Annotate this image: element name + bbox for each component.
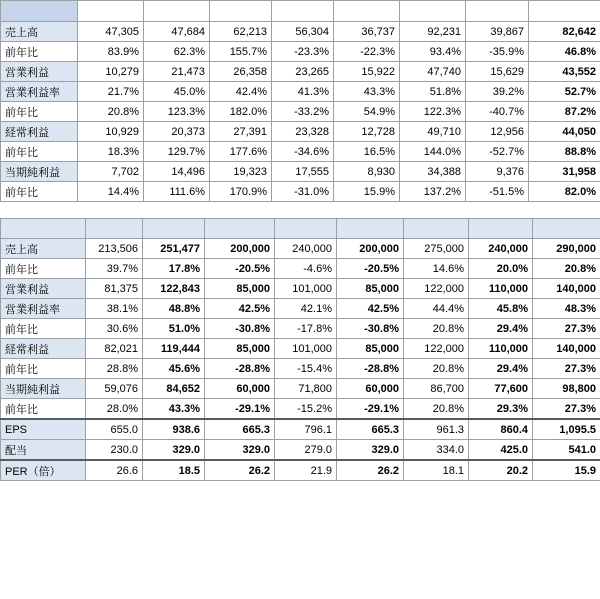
table2-cell-r10-c3: 279.0 <box>275 440 337 461</box>
table2-cell-r6-c6: 29.4% <box>469 359 533 379</box>
table2-cell-r6-c7: 27.3% <box>533 359 600 379</box>
table2-cell-r8-c1: 43.3% <box>143 399 205 420</box>
table1-cell-r3-c7: 52.7% <box>529 82 600 102</box>
table1-cell-r2-c6: 15,629 <box>466 62 529 82</box>
table1-row-label: 前年比 <box>1 182 78 202</box>
table-row <box>1 102 600 122</box>
table-row <box>1 162 600 182</box>
table1-cell-r1-c7: 46.8% <box>529 42 600 62</box>
table1-col-3 <box>272 1 334 22</box>
table2-cell-r7-c7: 98,800 <box>533 379 600 399</box>
table-row <box>1 460 600 481</box>
table2-cell-r8-c0: 28.0% <box>86 399 143 420</box>
table2-cell-r7-c1: 84,652 <box>143 379 205 399</box>
table2-row-label: 当期純利益 <box>1 379 86 399</box>
table2-cell-r0-c2: 200,000 <box>205 239 275 259</box>
table2-cell-r0-c7: 290,000 <box>533 239 600 259</box>
table2-row-label: 前年比 <box>1 399 86 420</box>
table1-body <box>1 22 600 202</box>
table2-col-0 <box>86 219 143 239</box>
table1-cell-r6-c2: 177.6% <box>210 142 272 162</box>
table2-cell-r4-c7: 27.3% <box>533 319 600 339</box>
table2-cell-r1-c0: 39.7% <box>86 259 143 279</box>
table2-row-label: 配当 <box>1 440 86 461</box>
table2-cell-r3-c5: 44.4% <box>404 299 469 319</box>
table1-cell-r1-c2: 155.7% <box>210 42 272 62</box>
table1-cell-r0-c6: 39,867 <box>466 22 529 42</box>
table1-cell-r7-c7: 31,958 <box>529 162 600 182</box>
table2-cell-r0-c3: 240,000 <box>275 239 337 259</box>
table2-cell-r6-c1: 45.6% <box>143 359 205 379</box>
table1-cell-r3-c0: 21.7% <box>78 82 144 102</box>
table2-cell-r6-c2: -28.8% <box>205 359 275 379</box>
table1-cell-r0-c4: 36,737 <box>334 22 400 42</box>
table1-cell-r7-c3: 17,555 <box>272 162 334 182</box>
table-row <box>1 399 600 420</box>
table2-cell-r2-c4: 85,000 <box>337 279 404 299</box>
table1-cell-r6-c6: -52.7% <box>466 142 529 162</box>
table2-cell-r4-c0: 30.6% <box>86 319 143 339</box>
table-row <box>1 440 600 461</box>
table2-col-6 <box>469 219 533 239</box>
table1-cell-r3-c5: 51.8% <box>400 82 466 102</box>
table2-cell-r6-c3: -15.4% <box>275 359 337 379</box>
table1-cell-r8-c5: 137.2% <box>400 182 466 202</box>
table1-cell-r4-c4: 54.9% <box>334 102 400 122</box>
table2-cell-r1-c3: -4.6% <box>275 259 337 279</box>
table2-col-1 <box>143 219 205 239</box>
table1-corner-cell <box>1 1 78 22</box>
table1-row-label: 前年比 <box>1 142 78 162</box>
table2-cell-r6-c5: 20.8% <box>404 359 469 379</box>
table-row <box>1 42 600 62</box>
table1-cell-r2-c0: 10,279 <box>78 62 144 82</box>
table2-cell-r6-c4: -28.8% <box>337 359 404 379</box>
table2-col-2 <box>205 219 275 239</box>
table2-cell-r3-c2: 42.5% <box>205 299 275 319</box>
quarterly-results-table <box>0 0 600 202</box>
table2-cell-r9-c1: 938.6 <box>143 419 205 440</box>
table2-cell-r3-c0: 38.1% <box>86 299 143 319</box>
table2-cell-r7-c2: 60,000 <box>205 379 275 399</box>
table2-cell-r9-c4: 665.3 <box>337 419 404 440</box>
table2-cell-r2-c3: 101,000 <box>275 279 337 299</box>
table1-cell-r6-c5: 144.0% <box>400 142 466 162</box>
table2-cell-r2-c2: 85,000 <box>205 279 275 299</box>
table1-cell-r6-c1: 129.7% <box>144 142 210 162</box>
table-row <box>1 82 600 102</box>
table1-cell-r0-c7: 82,642 <box>529 22 600 42</box>
table1-cell-r4-c7: 87.2% <box>529 102 600 122</box>
table1-cell-r7-c4: 8,930 <box>334 162 400 182</box>
table2-cell-r11-c2: 26.2 <box>205 460 275 481</box>
table1-cell-r0-c5: 92,231 <box>400 22 466 42</box>
table2-cell-r10-c0: 230.0 <box>86 440 143 461</box>
table1-col-1 <box>144 1 210 22</box>
table1-cell-r6-c3: -34.6% <box>272 142 334 162</box>
table1-cell-r1-c5: 93.4% <box>400 42 466 62</box>
table-row <box>1 419 600 440</box>
table1-cell-r8-c2: 170.9% <box>210 182 272 202</box>
table2-cell-r9-c6: 860.4 <box>469 419 533 440</box>
table1-cell-r8-c7: 82.0% <box>529 182 600 202</box>
table2-cell-r8-c2: -29.1% <box>205 399 275 420</box>
table2-cell-r3-c6: 45.8% <box>469 299 533 319</box>
table1-cell-r6-c0: 18.3% <box>78 142 144 162</box>
table2-cell-r11-c1: 18.5 <box>143 460 205 481</box>
table-row <box>1 319 600 339</box>
table2-cell-r0-c5: 275,000 <box>404 239 469 259</box>
table2-body <box>1 239 600 481</box>
table-row <box>1 299 600 319</box>
table2-cell-r10-c5: 334.0 <box>404 440 469 461</box>
table1-cell-r7-c1: 14,496 <box>144 162 210 182</box>
table1-cell-r0-c0: 47,305 <box>78 22 144 42</box>
table2-cell-r2-c7: 140,000 <box>533 279 600 299</box>
table2-row-label: 前年比 <box>1 259 86 279</box>
table2-cell-r2-c6: 110,000 <box>469 279 533 299</box>
table1-cell-r0-c1: 47,684 <box>144 22 210 42</box>
table1-cell-r2-c2: 26,358 <box>210 62 272 82</box>
table2-cell-r7-c5: 86,700 <box>404 379 469 399</box>
table1-col-0 <box>78 1 144 22</box>
table2-cell-r0-c4: 200,000 <box>337 239 404 259</box>
table2-cell-r3-c1: 48.8% <box>143 299 205 319</box>
table1-row-label: 前年比 <box>1 102 78 122</box>
table1-cell-r5-c6: 12,956 <box>466 122 529 142</box>
table1-cell-r3-c4: 43.3% <box>334 82 400 102</box>
table1-cell-r6-c4: 16.5% <box>334 142 400 162</box>
table1-cell-r3-c2: 42.4% <box>210 82 272 102</box>
table1-col-4 <box>334 1 400 22</box>
table-row <box>1 359 600 379</box>
table2-cell-r5-c0: 82,021 <box>86 339 143 359</box>
annual-forecast-table <box>0 218 600 481</box>
table-row <box>1 259 600 279</box>
table2-cell-r9-c7: 1,095.5 <box>533 419 600 440</box>
table1-cell-r7-c0: 7,702 <box>78 162 144 182</box>
table2-cell-r4-c6: 29.4% <box>469 319 533 339</box>
table2-cell-r1-c2: -20.5% <box>205 259 275 279</box>
table-row <box>1 339 600 359</box>
table2-cell-r3-c7: 48.3% <box>533 299 600 319</box>
table1-cell-r8-c6: -51.5% <box>466 182 529 202</box>
table-row <box>1 122 600 142</box>
table2-cell-r10-c7: 541.0 <box>533 440 600 461</box>
table2-cell-r1-c7: 20.8% <box>533 259 600 279</box>
table2-cell-r3-c4: 42.5% <box>337 299 404 319</box>
table2-cell-r5-c5: 122,000 <box>404 339 469 359</box>
table1-cell-r8-c0: 14.4% <box>78 182 144 202</box>
table1-cell-r5-c7: 44,050 <box>529 122 600 142</box>
table-row <box>1 22 600 42</box>
table2-cell-r7-c4: 60,000 <box>337 379 404 399</box>
table2-cell-r7-c0: 59,076 <box>86 379 143 399</box>
table2-row-label: 営業利益 <box>1 279 86 299</box>
table1-cell-r7-c2: 19,323 <box>210 162 272 182</box>
table2-cell-r5-c1: 119,444 <box>143 339 205 359</box>
table1-cell-r7-c5: 34,388 <box>400 162 466 182</box>
table1-cell-r5-c5: 49,710 <box>400 122 466 142</box>
table2-cell-r0-c6: 240,000 <box>469 239 533 259</box>
table1-header-row <box>1 1 600 22</box>
table1-row-label: 営業利益 <box>1 62 78 82</box>
table2-row-label: EPS <box>1 419 86 440</box>
table2-cell-r2-c5: 122,000 <box>404 279 469 299</box>
table1-cell-r3-c6: 39.2% <box>466 82 529 102</box>
table2-cell-r7-c3: 71,800 <box>275 379 337 399</box>
table2-cell-r7-c6: 77,600 <box>469 379 533 399</box>
table1-cell-r8-c3: -31.0% <box>272 182 334 202</box>
table1-cell-r1-c4: -22.3% <box>334 42 400 62</box>
table1-cell-r4-c6: -40.7% <box>466 102 529 122</box>
table1-col-6 <box>466 1 529 22</box>
table1-cell-r4-c3: -33.2% <box>272 102 334 122</box>
table-row <box>1 239 600 259</box>
table2-cell-r2-c1: 122,843 <box>143 279 205 299</box>
table1-cell-r2-c3: 23,265 <box>272 62 334 82</box>
table2-cell-r11-c3: 21.9 <box>275 460 337 481</box>
table2-cell-r11-c0: 26.6 <box>86 460 143 481</box>
table2-cell-r4-c4: -30.8% <box>337 319 404 339</box>
table1-cell-r2-c7: 43,552 <box>529 62 600 82</box>
table1-cell-r3-c3: 41.3% <box>272 82 334 102</box>
table2-cell-r11-c5: 18.1 <box>404 460 469 481</box>
table1-cell-r1-c1: 62.3% <box>144 42 210 62</box>
table-row <box>1 379 600 399</box>
table1-cell-r1-c3: -23.3% <box>272 42 334 62</box>
table2-corner-cell <box>1 219 86 239</box>
table1-cell-r2-c1: 21,473 <box>144 62 210 82</box>
table2-cell-r8-c5: 20.8% <box>404 399 469 420</box>
table2-cell-r8-c4: -29.1% <box>337 399 404 420</box>
table2-cell-r2-c0: 81,375 <box>86 279 143 299</box>
table1-col-5 <box>400 1 466 22</box>
table2-cell-r4-c2: -30.8% <box>205 319 275 339</box>
table2-cell-r0-c0: 213,506 <box>86 239 143 259</box>
table2-cell-r9-c5: 961.3 <box>404 419 469 440</box>
table1-cell-r8-c4: 15.9% <box>334 182 400 202</box>
table2-row-label: 前年比 <box>1 359 86 379</box>
table2-cell-r0-c1: 251,477 <box>143 239 205 259</box>
table-row <box>1 62 600 82</box>
table2-cell-r1-c5: 14.6% <box>404 259 469 279</box>
table1-cell-r3-c1: 45.0% <box>144 82 210 102</box>
table2-cell-r5-c7: 140,000 <box>533 339 600 359</box>
table1-row-label: 売上高 <box>1 22 78 42</box>
table1-cell-r0-c3: 56,304 <box>272 22 334 42</box>
table1-cell-r5-c3: 23,328 <box>272 122 334 142</box>
table-row <box>1 279 600 299</box>
table1-cell-r5-c0: 10,929 <box>78 122 144 142</box>
table2-cell-r11-c7: 15.9 <box>533 460 600 481</box>
table2-cell-r10-c6: 425.0 <box>469 440 533 461</box>
table2-col-7 <box>533 219 600 239</box>
table2-cell-r10-c4: 329.0 <box>337 440 404 461</box>
table2-cell-r6-c0: 28.8% <box>86 359 143 379</box>
table1-col-2 <box>210 1 272 22</box>
table1-row-label: 営業利益率 <box>1 82 78 102</box>
table2-cell-r10-c1: 329.0 <box>143 440 205 461</box>
table2-cell-r8-c6: 29.3% <box>469 399 533 420</box>
table2-cell-r1-c4: -20.5% <box>337 259 404 279</box>
table2-cell-r5-c6: 110,000 <box>469 339 533 359</box>
table2-row-label: 営業利益率 <box>1 299 86 319</box>
table1-row-label: 前年比 <box>1 42 78 62</box>
table2-cell-r1-c6: 20.0% <box>469 259 533 279</box>
table1-row-label: 経常利益 <box>1 122 78 142</box>
table2-cell-r11-c4: 26.2 <box>337 460 404 481</box>
table1-cell-r4-c5: 122.3% <box>400 102 466 122</box>
table2-cell-r5-c3: 101,000 <box>275 339 337 359</box>
table2-cell-r4-c5: 20.8% <box>404 319 469 339</box>
table1-col-7 <box>529 1 600 22</box>
table1-cell-r6-c7: 88.8% <box>529 142 600 162</box>
table2-cell-r8-c7: 27.3% <box>533 399 600 420</box>
table1-cell-r5-c1: 20,373 <box>144 122 210 142</box>
table1-cell-r4-c2: 182.0% <box>210 102 272 122</box>
table2-cell-r11-c6: 20.2 <box>469 460 533 481</box>
table2-cell-r8-c3: -15.2% <box>275 399 337 420</box>
table2-row-label: 経常利益 <box>1 339 86 359</box>
table1-cell-r1-c0: 83.9% <box>78 42 144 62</box>
table-row <box>1 182 600 202</box>
table2-cell-r4-c3: -17.8% <box>275 319 337 339</box>
table2-col-5 <box>404 219 469 239</box>
table2-cell-r9-c3: 796.1 <box>275 419 337 440</box>
table-row <box>1 142 600 162</box>
table-gap <box>0 210 600 218</box>
table1-row-label: 当期純利益 <box>1 162 78 182</box>
table2-cell-r5-c2: 85,000 <box>205 339 275 359</box>
table2-row-label: 前年比 <box>1 319 86 339</box>
table1-cell-r7-c6: 9,376 <box>466 162 529 182</box>
table2-row-label: PER（倍） <box>1 460 86 481</box>
table1-cell-r1-c6: -35.9% <box>466 42 529 62</box>
table1-cell-r5-c2: 27,391 <box>210 122 272 142</box>
table1-cell-r4-c0: 20.8% <box>78 102 144 122</box>
table1-cell-r8-c1: 111.6% <box>144 182 210 202</box>
table2-cell-r9-c2: 665.3 <box>205 419 275 440</box>
table1-cell-r2-c4: 15,922 <box>334 62 400 82</box>
table2-cell-r9-c0: 655.0 <box>86 419 143 440</box>
table2-cell-r5-c4: 85,000 <box>337 339 404 359</box>
table2-row-label: 売上高 <box>1 239 86 259</box>
table1-cell-r5-c4: 12,728 <box>334 122 400 142</box>
table2-col-4 <box>337 219 404 239</box>
table2-cell-r4-c1: 51.0% <box>143 319 205 339</box>
table2-col-3 <box>275 219 337 239</box>
table1-cell-r0-c2: 62,213 <box>210 22 272 42</box>
table1-cell-r4-c1: 123.3% <box>144 102 210 122</box>
table2-header-row <box>1 219 600 239</box>
table1-cell-r2-c5: 47,740 <box>400 62 466 82</box>
table2-cell-r10-c2: 329.0 <box>205 440 275 461</box>
table2-cell-r3-c3: 42.1% <box>275 299 337 319</box>
table2-cell-r1-c1: 17.8% <box>143 259 205 279</box>
